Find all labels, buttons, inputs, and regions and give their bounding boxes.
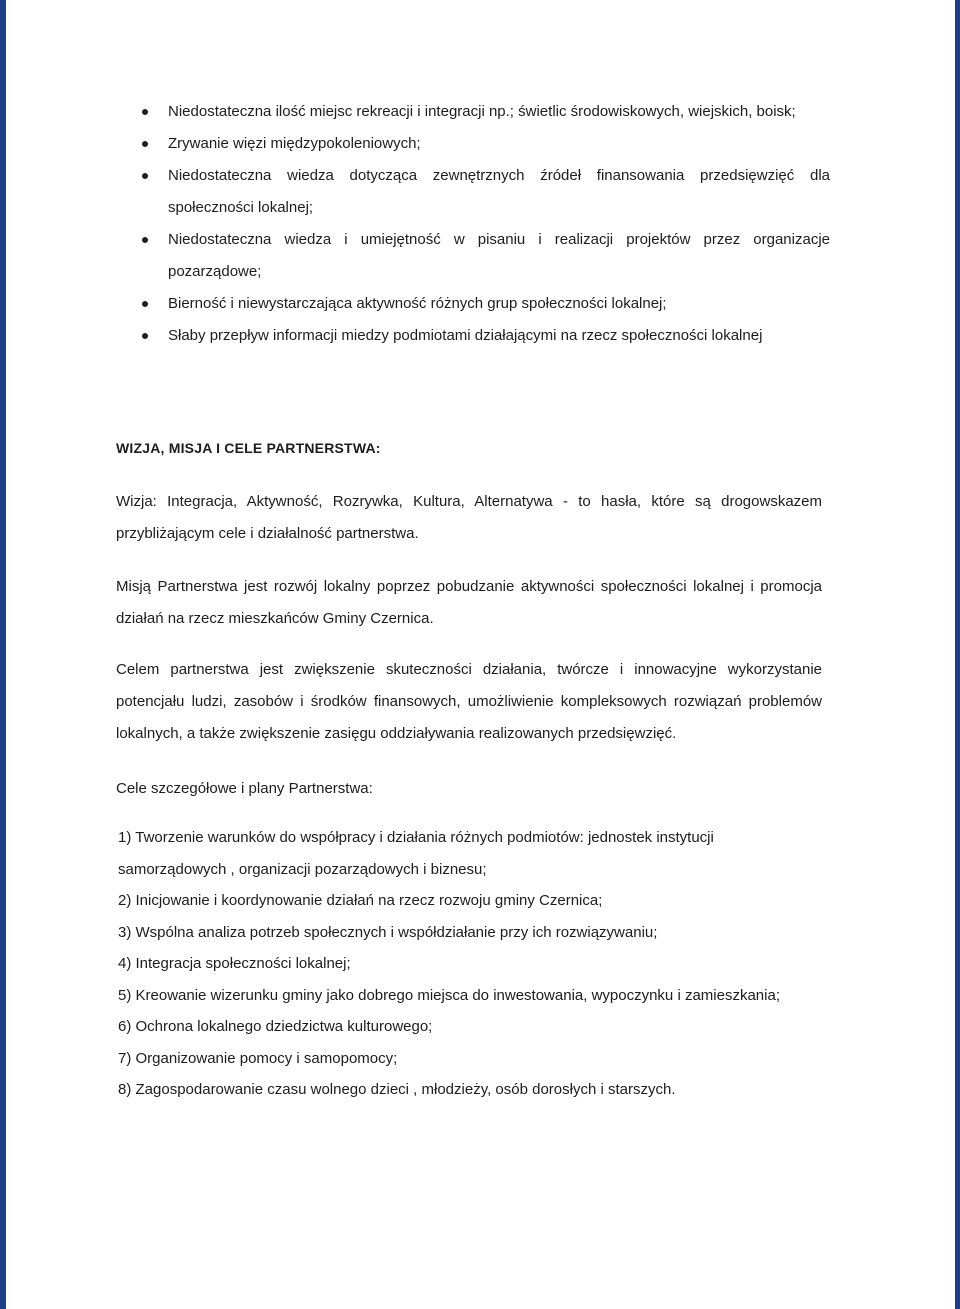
problems-bullet-list: [140, 96, 830, 352]
specific-goals-list: [118, 822, 798, 1106]
mission-paragraph: Misją Partnerstwa jest rozwój lokalny poprzez pobudzanie aktywności społeczności lokalnej i promocja działań na rzecz mieszkańców Gminy Czernica.: [116, 578, 822, 627]
vision-paragraph: Wizja: Integracja, Aktywność, Rozrywka, Kultura, Alternatywa - to hasła, które są drogowskazem przybliżającym cele i działalność partnerstwa.: [116, 493, 822, 542]
list-item-text: Zrywanie więzi międzypokoleniowych;: [168, 135, 421, 152]
list-item-text: Niedostateczna wiedza dotycząca zewnętrznych źródeł finansowania przedsięwzięć dla społeczności lokalnej;: [168, 167, 830, 216]
list-item: 1) Tworzenie warunków do współpracy i działania różnych podmiotów: jednostek instytucji samorządowych , organizacji pozarządowych i biznesu;: [118, 829, 714, 878]
list-item: 8) Zagospodarowanie czasu wolnego dzieci , młodzieży, osób dorosłych i starszych.: [118, 1081, 676, 1098]
bullet-icon: [142, 109, 148, 115]
list-item: [140, 128, 830, 160]
list-item: 2) Inicjowanie i koordynowanie działań na rzecz rozwoju gminy Czernica;: [118, 892, 603, 909]
bullet-icon: [142, 333, 148, 339]
list-item-text: Bierność i niewystarczająca aktywność różnych grup społeczności lokalnej;: [168, 295, 667, 312]
list-item-text: Niedostateczna ilość miejsc rekreacji i integracji np.; świetlic środowiskowych, wiejskich, boisk;: [168, 103, 796, 120]
list-item: [140, 224, 830, 288]
bullet-icon: [142, 301, 148, 307]
bullet-icon: [142, 173, 148, 179]
list-item-text: Niedostateczna wiedza i umiejętność w pisaniu i realizacji projektów przez organizacje pozarządowe;: [168, 231, 830, 280]
list-item: 4) Integracja społeczności lokalnej;: [118, 955, 351, 972]
list-item: [140, 288, 830, 320]
list-item: 7) Organizowanie pomocy i samopomocy;: [118, 1049, 398, 1067]
list-item: 5) Kreowanie wizerunku gminy jako dobrego miejsca do inwestowania, wypoczynku i zamieszkania;: [118, 986, 780, 1004]
list-item: 3) Wspólna analiza potrzeb społecznych i współdziałanie przy ich rozwiązywaniu;: [118, 923, 658, 941]
list-item: [140, 320, 830, 352]
list-item: [140, 160, 830, 224]
goal-paragraph: Celem partnerstwa jest zwiększenie skuteczności działania, twórcze i innowacyjne wykorzystanie potencjału ludzi, zasobów i środków finansowych, umożliwienie kompleksowych rozwiązań problemów lokalnych, a także zwiększenie zasięgu oddziaływania realizowanych przedsięwzięć.: [116, 661, 822, 742]
specific-goals-heading: Cele szczegółowe i plany Partnerstwa:: [116, 780, 373, 797]
list-item: [140, 96, 830, 128]
bullet-icon: [142, 141, 148, 147]
list-item: 6) Ochrona lokalnego dziedzictwa kulturowego;: [118, 1018, 433, 1035]
bullet-icon: [142, 237, 148, 243]
list-item-text: Słaby przepływ informacji miedzy podmiotami działającymi na rzecz społeczności lokalnej: [168, 327, 763, 344]
section-heading: WIZJA, MISJA I CELE PARTNERSTWA:: [116, 440, 381, 456]
